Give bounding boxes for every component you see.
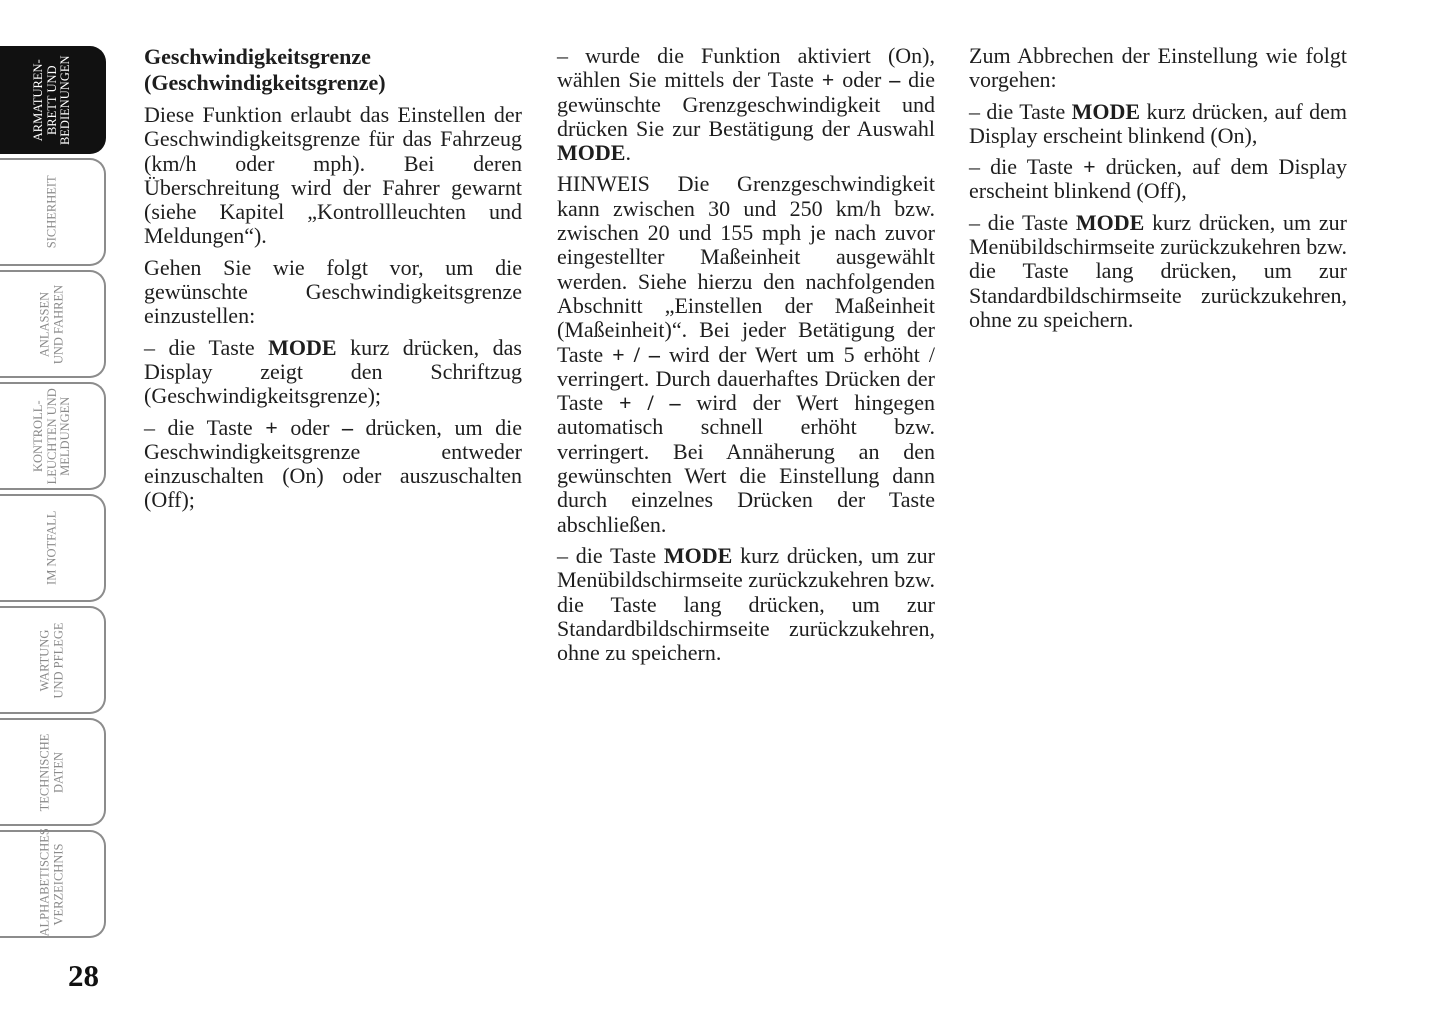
paragraph: Gehen Sie wie folgt vor, um die gewünschte Geschwindigkeitsgrenze einzustellen: <box>144 254 522 329</box>
tab-verzeichnis[interactable] <box>0 827 106 938</box>
step-item <box>557 544 935 665</box>
page-number: 28 <box>68 958 99 993</box>
text: – die Taste <box>144 334 269 360</box>
key-name: + <box>821 67 835 93</box>
text: oder <box>277 414 342 440</box>
step-item <box>969 155 1347 204</box>
tab-label: WARTUNG UND PFLEGE <box>37 621 65 699</box>
text: die gewünschte Grenzgeschwindigkeit und drücken Sie zur Bestätigung der Auswahl <box>557 67 936 141</box>
heading-line-2: (Geschwindigkeitsgrenze) <box>144 70 386 95</box>
step-item <box>969 100 1347 149</box>
text: HINWEIS Die Grenzgeschwindigkeit kann zwischen 30 und 250 km/h bzw. zwischen 20 und 155 mph je nach zuvor eingestellter Maßeinheit ausgewählt werden. Siehe hierzu den nachfolgenden Abschnitt „Einstellen der Maßeinheit (Maßeinheit)“. Bei jeder Betätigung der Taste <box>557 171 935 367</box>
tab-label: TECHNISCHE DATEN <box>37 733 65 811</box>
tab-im-notfall[interactable] <box>0 494 106 602</box>
text: wird der Wert um 5 erhöht / verringert. Durch dauerhaftes Drücken der Taste <box>557 341 935 416</box>
text: – die Taste <box>969 154 1084 180</box>
step-item <box>969 211 1347 332</box>
tab-label: KONTROLL- LEUCHTEN UND MELDUNGEN <box>30 387 72 485</box>
key-name: – <box>889 67 901 93</box>
text: – die Taste <box>969 209 1076 235</box>
tab-wartung[interactable] <box>0 606 106 714</box>
key-name: + / – <box>619 390 681 416</box>
key-name: MODE <box>1071 98 1141 124</box>
paragraph: Diese Funktion erlaubt das Einstellen der Geschwindigkeitsgrenze für das Fahrzeug (km/h oder mph). Bei deren Überschreitung wird der Fahrer gewarnt (siehe Kapitel „Kontrollleuchten und Meldungen“). <box>144 102 522 249</box>
tab-label: ANLASSEN UND FAHREN <box>37 284 65 364</box>
paragraph: Zum Abbrechen der Einstellung wie folgt vorgehen: <box>969 43 1347 93</box>
key-name: + <box>1083 154 1096 180</box>
tab-technische-daten[interactable] <box>0 718 106 826</box>
text-column-1 <box>144 44 522 520</box>
text: – die Taste <box>969 98 1072 124</box>
text: kurz drücken, um zur Menübildschirmseite zurückzukehren bzw. die Taste lang drücken, um zur Standardbildschirmseite zurückzukehren, ohne zu speichern. <box>557 542 935 666</box>
text-column-2 <box>557 44 935 672</box>
text: . <box>625 140 631 166</box>
tab-label: IM NOTFALL <box>44 510 59 586</box>
key-name: MODE <box>557 140 626 166</box>
text: kurz drücken, auf dem Display erscheint blinkend (On), <box>969 98 1347 148</box>
step-item <box>144 336 522 409</box>
tab-label: ARMATUREN- BRETT UND BEDIENUNGEN <box>30 55 72 145</box>
text: – die Taste <box>557 542 664 568</box>
key-name: MODE <box>1075 209 1145 235</box>
tab-label: ALPHABETISCHES VERZEICHNIS <box>37 827 65 936</box>
text: drücken, auf dem Display erscheint blinkend (Off), <box>969 154 1347 204</box>
key-name: + <box>265 414 278 440</box>
tab-label: SICHERHEIT <box>44 175 59 249</box>
tab-armaturenbrett[interactable] <box>0 46 106 154</box>
key-name: – <box>342 414 353 440</box>
text: kurz drücken, das Display zeigt den Schriftzug (Geschwindigkeitsgrenze); <box>144 334 522 409</box>
key-name: MODE <box>663 542 733 568</box>
tab-anlassen[interactable] <box>0 270 106 378</box>
text: drücken, um die Geschwindigkeitsgrenze entweder einzuschalten (On) oder auszuschalten (Off); <box>144 414 522 513</box>
chapter-tab-strip <box>0 46 108 942</box>
step-item <box>557 44 935 165</box>
tab-kontrollleuchten[interactable] <box>0 382 106 490</box>
section-heading <box>144 44 522 96</box>
text: – wurde die Funktion aktiviert (On), wählen Sie mittels der Taste <box>557 43 935 93</box>
note-paragraph <box>557 172 935 536</box>
step-item <box>144 416 522 513</box>
heading-line-1: Geschwindigkeitsgrenze <box>144 44 371 69</box>
key-name: + / – <box>612 341 660 367</box>
text: wird der Wert hingegen automatisch schnell erhöht bzw. verringert. Bei Annäherung an den gewünschten Wert die Einstellung dann durch einzelnes Drücken der Taste abschließen. <box>557 390 935 537</box>
text: oder <box>834 67 890 93</box>
tab-sicherheit[interactable] <box>0 158 106 266</box>
text: kurz drücken, um zur Menübildschirmseite zurückzukehren bzw. die Taste lang drücken, um zur Standardbildschirmseite zurückzukehren, ohne zu speichern. <box>969 209 1347 332</box>
key-name: MODE <box>268 334 337 360</box>
text-column-3 <box>969 44 1347 339</box>
text: – die Taste <box>144 414 266 440</box>
